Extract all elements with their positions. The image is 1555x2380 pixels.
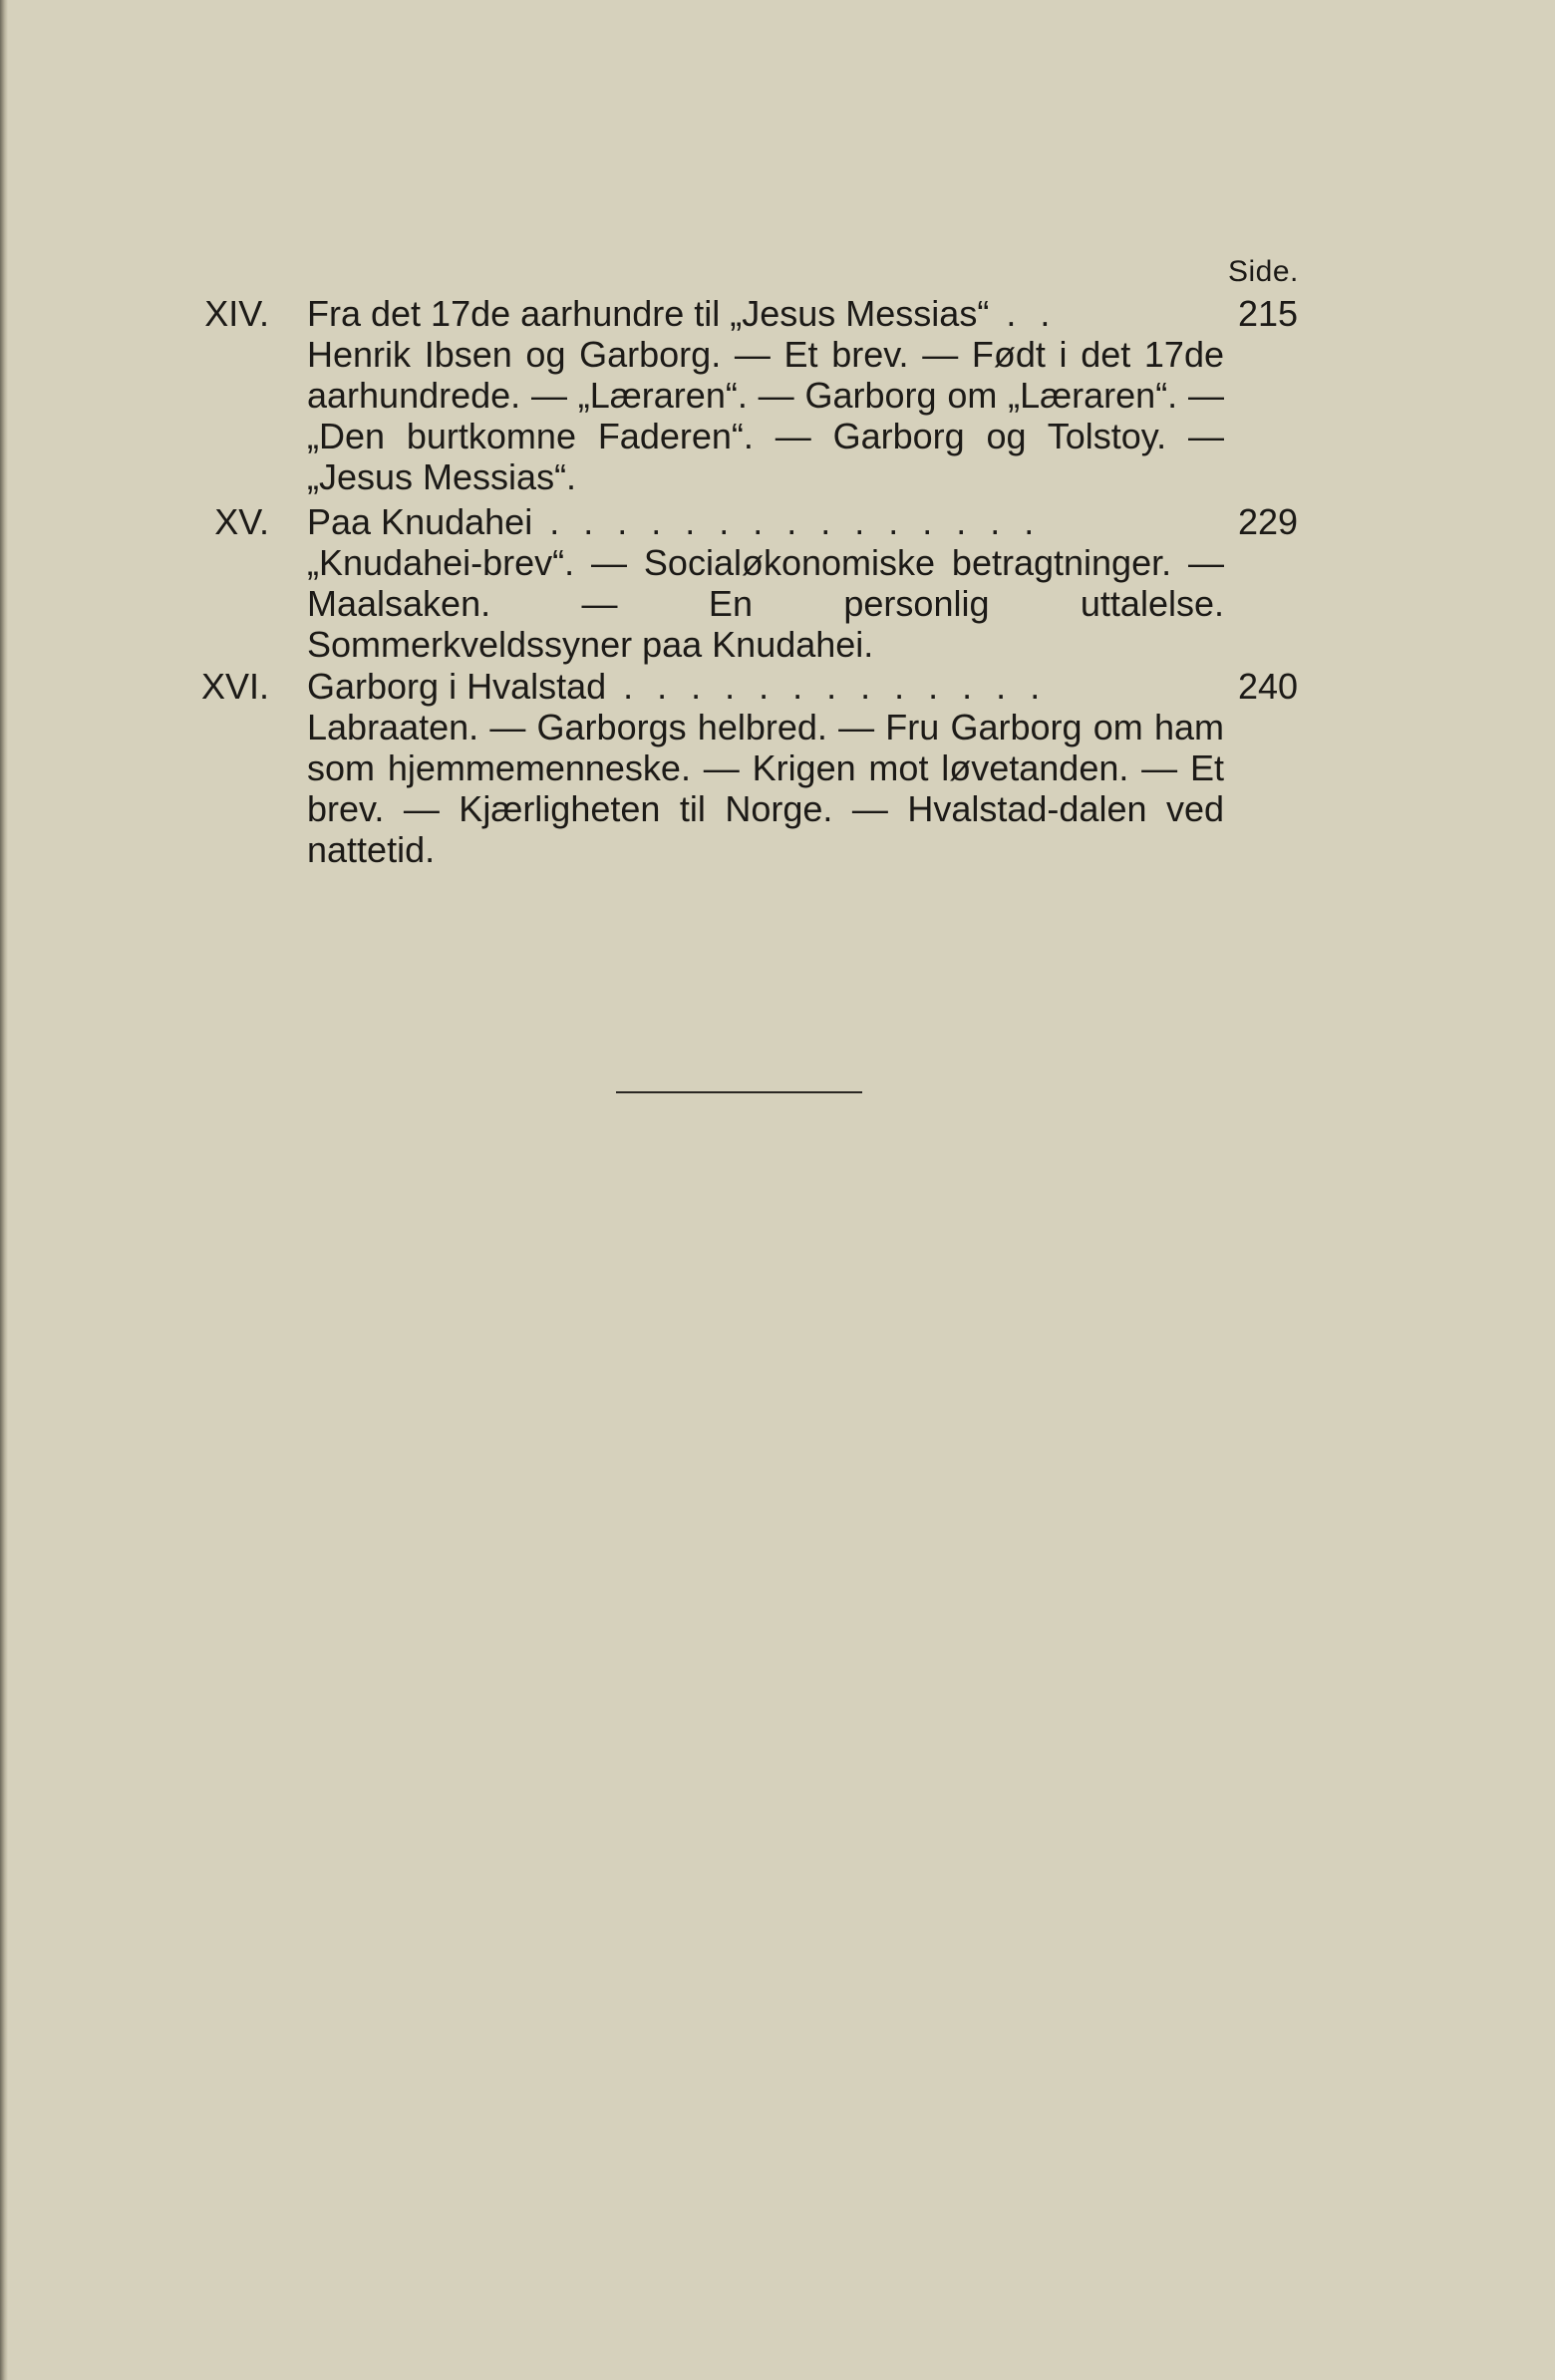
chapter-title: Paa Knudahei [307, 501, 533, 542]
chapter-numeral: XIV. [204, 293, 269, 334]
chapter-title-line [307, 666, 1298, 708]
chapter-title: Garborg i Hvalstad [307, 666, 607, 707]
chapter-page-number: 215 [1238, 293, 1299, 334]
chapter-numeral: XV. [214, 501, 269, 542]
page-column-label: Side. [1228, 255, 1299, 288]
end-rule [616, 1091, 862, 1093]
chapter-title-line [307, 501, 1298, 543]
leader-dots: . . . . . . . . . . . . . . . [532, 501, 1042, 542]
chapter-title-line [307, 293, 1298, 335]
chapter-title: Fra det 17de aarhundre til „Jesus Messias“ [307, 293, 990, 334]
leader-dots: . . . . . . . . . . . . . [606, 666, 1048, 707]
chapter-description: Labraaten. — Garborgs helbred. — Fru Garborg om ham som hjemmemenneske. — Krigen mot løvetanden. — Et brev. — Kjærligheten til Norge. — Hvalstad-dalen ved nattetid. [307, 707, 1224, 870]
chapter-numeral: XVI. [200, 666, 269, 707]
chapter-description: „Knudahei-brev“. — Socialøkonomiske betragtninger. — Maalsaken. — En personlig uttalelse. Sommerkveldssyner paa Knudahei. [307, 542, 1224, 665]
binding-edge [0, 0, 8, 2380]
chapter-page-number: 229 [1238, 501, 1299, 542]
chapter-page-number: 240 [1238, 666, 1299, 707]
chapter-description: Henrik Ibsen og Garborg. — Et brev. — Født i det 17de aarhundrede. — „Læraren“. — Garborg om „Læraren“. — „Den burtkomne Faderen“. — Garborg og Tolstoy. — „Jesus Messias“. [307, 334, 1224, 497]
leader-dots: . . [989, 293, 1058, 334]
